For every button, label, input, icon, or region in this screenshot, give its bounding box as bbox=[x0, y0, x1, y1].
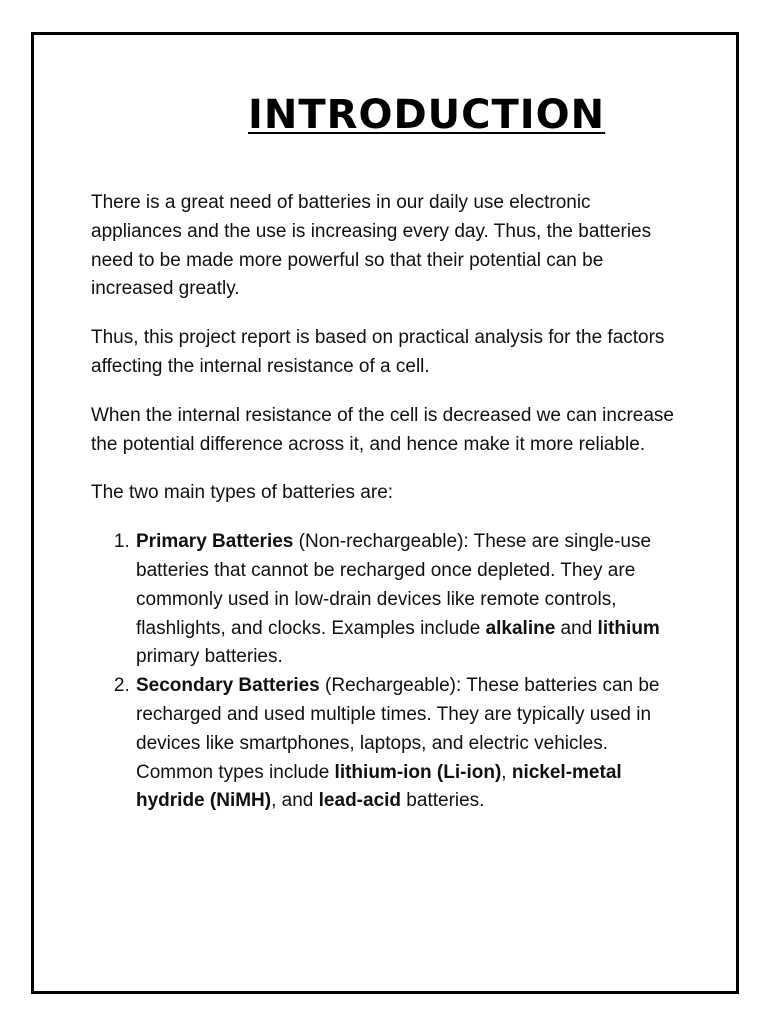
secondary-text-end: batteries. bbox=[401, 790, 485, 812]
secondary-example-lead-acid: lead-acid bbox=[318, 790, 402, 812]
list-item-secondary bbox=[135, 672, 681, 816]
secondary-example-li-ion: lithium-ion (Li-ion) bbox=[334, 761, 502, 783]
primary-text-end: primary batteries. bbox=[136, 646, 283, 668]
document-body bbox=[91, 189, 681, 816]
battery-types-list bbox=[91, 528, 681, 816]
list-item-primary bbox=[135, 528, 681, 672]
paragraph-report: Thus, this project report is based on practical analysis for the factors affecting the internal resistance of a cell. bbox=[91, 327, 665, 377]
secondary-text: (Rechargeable): These batteries can be recharged and used multiple times. They are typically used in devices like smartphones, laptops, and electric vehicles. Common types include bbox=[136, 675, 660, 783]
secondary-text-and: , and bbox=[271, 790, 319, 812]
term-primary: Primary Batteries bbox=[136, 531, 294, 553]
paragraph-types-intro: The two main types of batteries are: bbox=[91, 482, 394, 504]
primary-example-alkaline: alkaline bbox=[485, 617, 556, 639]
paragraph-resistance: When the internal resistance of the cell is decreased we can increase the potential difference across it, and hence make it more reliable. bbox=[91, 404, 674, 455]
primary-text-and: and bbox=[555, 617, 598, 639]
primary-example-lithium: lithium bbox=[597, 617, 660, 639]
paragraph-need: There is a great need of batteries in our daily use electronic appliances and the use is increasing every day. Thus, the batteries need to be made more powerful so that their potential can be increased greatly. bbox=[91, 192, 652, 300]
primary-text: (Non-rechargeable): These are single-use batteries that cannot be recharged once depleted. They are commonly used in low-drain devices like remote controls, flashlights, and clocks. Examples include bbox=[136, 531, 652, 639]
page-title: INTRODUCTION bbox=[248, 92, 606, 138]
secondary-text-comma: , bbox=[501, 761, 512, 783]
secondary-example-nimh: nickel-metal hydride (NiMH) bbox=[136, 761, 622, 812]
term-secondary: Secondary Batteries bbox=[136, 675, 320, 697]
